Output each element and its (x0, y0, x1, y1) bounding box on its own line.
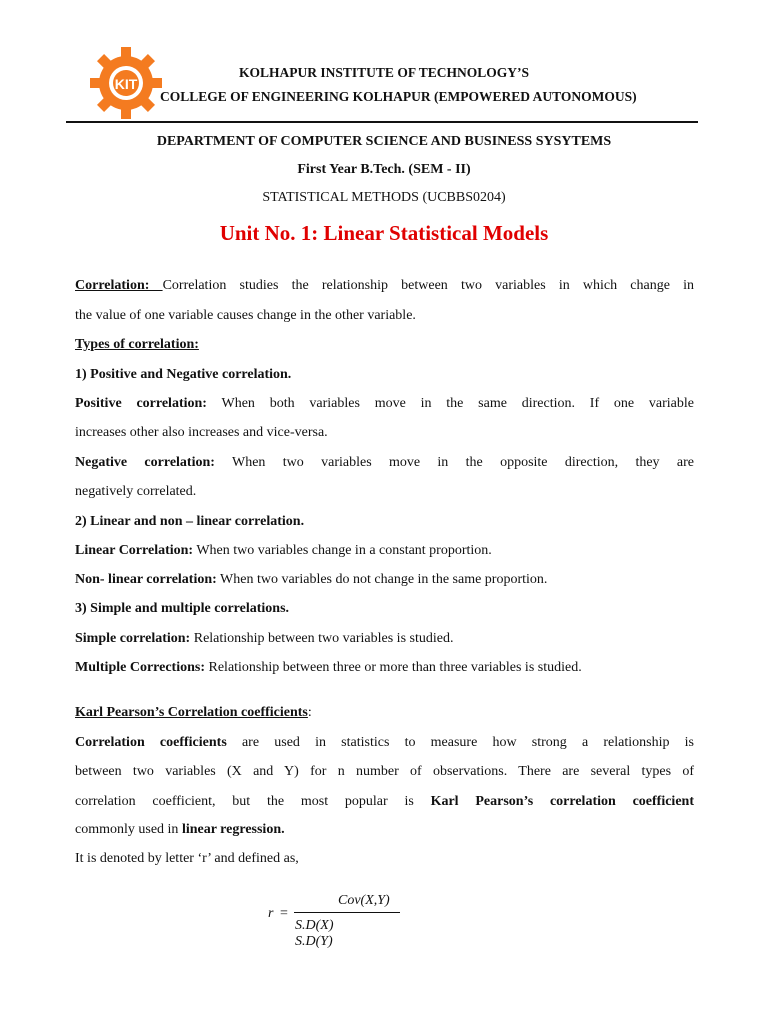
multiple-term: Multiple Corrections: (75, 660, 205, 675)
negative-line1 (75, 454, 694, 472)
linear-line (75, 542, 694, 560)
pearson-text3a: correlation coefficient, but the most popular is (75, 794, 431, 809)
unit-title: Unit No. 1: Linear Statistical Models (219, 221, 549, 245)
negative-line2: negatively correlated. (75, 484, 197, 499)
multiple-text: Relationship between three or more than three variables is studied. (205, 660, 582, 675)
linear-term: Linear Correlation: (75, 543, 194, 558)
pearson-line5: It is denoted by letter ‘r’ and defined as, (75, 851, 299, 866)
correlation-term: Correlation: (75, 278, 163, 293)
type3-heading: 3) Simple and multiple correlations. (75, 601, 290, 616)
college-name: COLLEGE OF ENGINEERING KOLHAPUR (EMPOWERED AUTONOMOUS) (160, 89, 637, 104)
simple-line (75, 630, 694, 648)
header-divider (66, 121, 698, 123)
college-logo (88, 45, 164, 121)
nonlinear-line (75, 571, 694, 589)
correlation-def-text1: Correlation studies the relationship between two variables in which change in (162, 278, 695, 293)
formula-denominator: S.D(X) S.D(Y) (295, 918, 334, 949)
institute-name: KOLHAPUR INSTITUTE OF TECHNOLOGY’S (239, 65, 529, 80)
pearson-heading: Karl Pearson’s Correlation coefficients (75, 705, 308, 720)
pearson-line3 (75, 793, 694, 811)
correlation-def-line1 (75, 277, 694, 295)
positive-term: Positive correlation: (75, 396, 207, 411)
pearson-text1: are used in statistics to measure how strong a relationship is (226, 735, 694, 750)
formula-lhs: r (268, 906, 274, 921)
linear-text: When two variables change in a constant proportion. (193, 543, 492, 558)
multiple-line (75, 659, 694, 677)
simple-term: Simple correlation: (75, 631, 191, 646)
pearson-text4b: linear regression. (181, 822, 285, 837)
course-title: STATISTICAL METHODS (UCBBS0204) (262, 190, 506, 205)
pearson-line1 (75, 734, 694, 752)
positive-line1 (75, 395, 694, 413)
pearson-term: Correlation coefficients (75, 735, 227, 750)
year-semester: First Year B.Tech. (SEM - II) (297, 162, 471, 177)
pearson-text4a: commonly used in (75, 822, 182, 837)
department-name: DEPARTMENT OF COMPUTER SCIENCE AND BUSINESS SYSYTEMS (156, 134, 612, 149)
correlation-def-line2: the value of one variable causes change in the other variable. (75, 308, 416, 323)
type1-heading: 1) Positive and Negative correlation. (75, 367, 292, 382)
formula-fraction-bar (294, 912, 400, 913)
nonlinear-term: Non- linear correlation: (75, 572, 217, 587)
positive-line2: increases other also increases and vice-versa. (75, 425, 328, 440)
type2-heading: 2) Linear and non – linear correlation. (75, 514, 305, 529)
pearson-line4 (75, 821, 694, 839)
pearson-line2: between two variables (X and Y) for n number of observations. There are several types of (75, 764, 694, 779)
nonlinear-text: When two variables do not change in the same proportion. (216, 572, 548, 587)
pearson-text3b: Karl Pearson’s correlation coefficient (430, 794, 694, 809)
types-heading: Types of correlation: (75, 337, 199, 352)
pearson-heading-line (75, 704, 694, 722)
negative-text1: When two variables move in the opposite direction, they are (214, 455, 694, 470)
formula-equals: = (280, 906, 288, 921)
pearson-heading-colon: : (307, 705, 312, 720)
formula-numerator: Cov(X,Y) (338, 893, 390, 908)
negative-term: Negative correlation: (75, 455, 215, 470)
positive-text1: When both variables move in the same direction. If one variable (206, 396, 694, 411)
simple-text: Relationship between two variables is studied. (190, 631, 454, 646)
logo-text: KIT (114, 76, 138, 92)
